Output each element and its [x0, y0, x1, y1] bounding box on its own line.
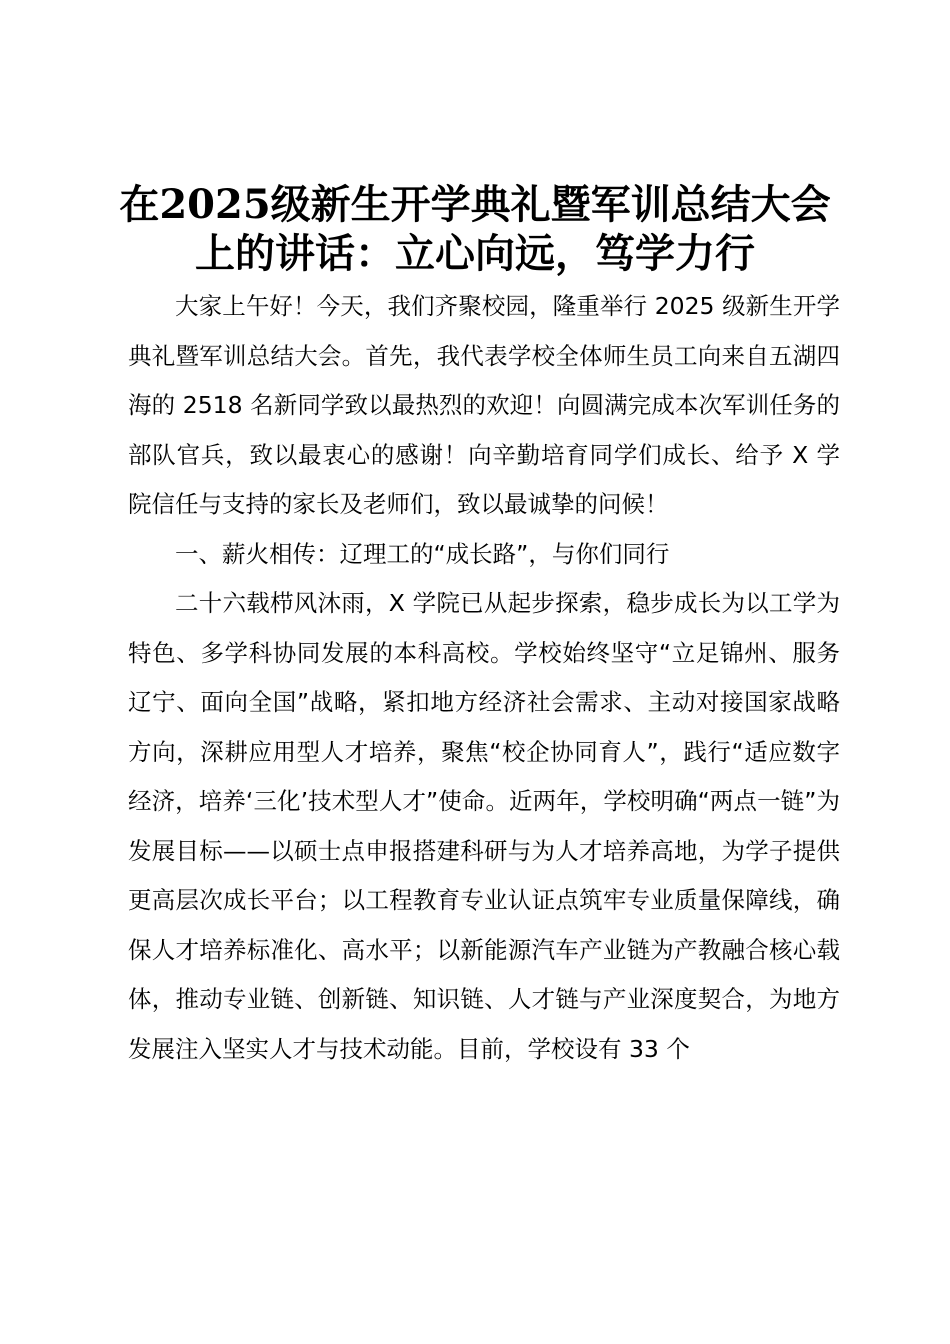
section-heading: 一、薪火相传：辽理工的“成长路”，与你们同行 [175, 539, 670, 568]
document-body [128, 282, 840, 1074]
intro-paragraph: 大家上午好！今天，我们齐聚校园，隆重举行 2025 级新生开学典礼暨军训总结大会。首先，我代表学校全体师生员工向来自五湖四海的 2518 名新同学致以最热烈的欢迎！向圆满完成本次军训任务的部队官兵，致以最衷心的感谢！向辛勤培育同学们成长、给予 X 学院信任与支持的家长及老师们，致以最诚挚的问候！ [128, 292, 840, 518]
document-title: 在2025级新生开学典礼暨军训总结大会上的讲话：立心向远，笃学力行 [119, 181, 831, 277]
section-paragraph: 二十六载栉风沐雨，X 学院已从起步探索，稳步成长为以工学为特色、多学科协同发展的本科高校。学校始终坚守“立足锦州、服务辽宁、面向全国”战略，紧扣地方经济社会需求、主动对接国家战略方向，深耕应用型人才培养，聚焦“校企协同育人”，践行“适应数字经济，培养‘三化’技术型人才”使命。近两年，学校明确“两点一链”为发展目标——以硕士点申报搭建科研与为人才培养高地，为学子提供更高层次成长平台；以工程教育专业认证点筑牢专业质量保障线，确保人才培养标准化、高水平；以新能源汽车产业链为产教融合核心载体，推动专业链、创新链、知识链、人才链与产业深度契合，为地方发展注入坚实人才与技术动能。目前，学校设有 33 个 [128, 589, 840, 1063]
